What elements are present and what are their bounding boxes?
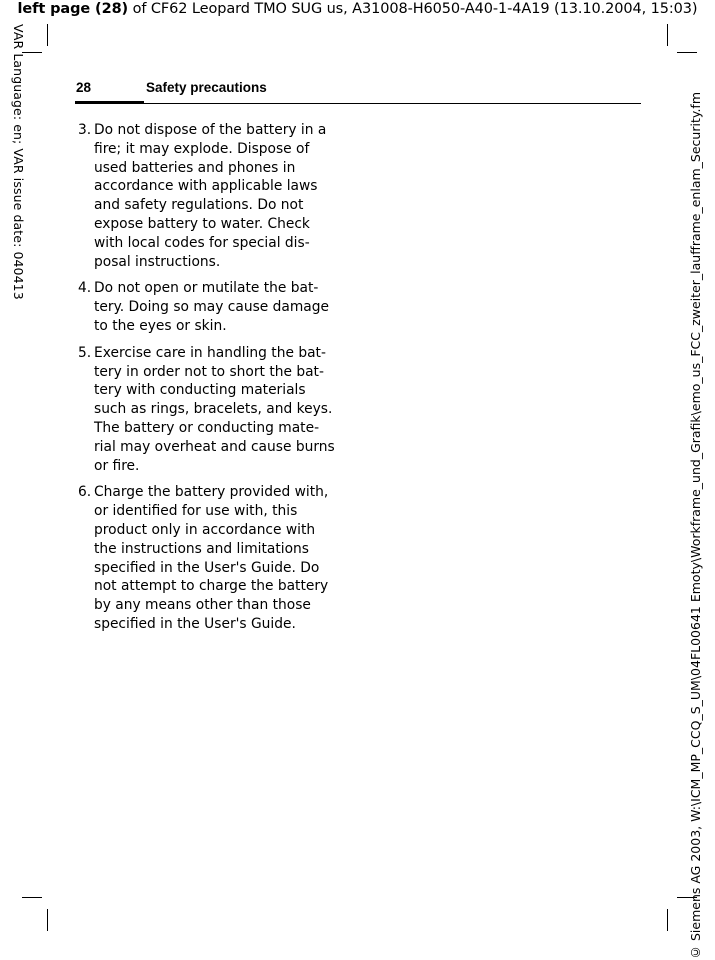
list-item [76, 483, 342, 633]
header-rule [75, 103, 641, 104]
step-text: Do not open or mutilate the bat- tery. Doing so may cause damage to the eyes or skin. [94, 280, 329, 334]
step-text: Do not dispose of the battery in a fire; it may explode. Dispose of used batteries and phones in accordance with applicable laws and safety regulations. Do not expose battery to water. Check with local codes for special dis- posal instructions. [94, 122, 327, 270]
step-number: 6. [78, 484, 92, 501]
crop-mark-bottom-right [667, 909, 668, 931]
list-item [76, 121, 342, 271]
print-header [0, 1, 715, 17]
section-title: Safety precautions [146, 80, 267, 95]
step-number: 3. [78, 122, 92, 138]
crop-mark-bottom-left [47, 909, 48, 931]
step-text: Exercise care in handling the bat- tery in order not to short the bat- tery with conducting materials such as rings, bracelets, and keys. The battery or conducting mate- rial may overheat and cause burns or fire. [94, 344, 335, 474]
print-header-page: left page (28) [17, 1, 129, 17]
step-number: 4. [78, 280, 92, 297]
side-language-note: VAR Language: en; VAR issue date: 040413 [11, 24, 26, 300]
page-number: 28 [76, 80, 92, 95]
safety-steps-list [76, 121, 342, 642]
crop-mark-top-right [667, 24, 668, 46]
print-header-info: of CF62 Leopard TMO SUG us, A31008-H6050-A40-1-4A19 (13.10.2004, 15:03) [128, 1, 698, 17]
list-item [76, 344, 342, 476]
list-item [76, 279, 342, 335]
step-text: Charge the battery provided with, or identified for use with, this product only in accordance with the instructions and limitations specified in the User's Guide. Do not attempt to charge the battery by any means other than those specified in the User's Guide. [94, 484, 329, 632]
crop-mark-bottom-left-h [22, 897, 42, 898]
side-file-path: © Siemens AG 2003, W:\ICM_MP_CCQ_S_UM\04FL00641 Emoty\Workframe_und_Grafik\emo_us_FCC_zweiter_laufframe_enlam_Security.fm [688, 91, 703, 960]
crop-mark-top-left [47, 24, 48, 46]
step-number: 5. [78, 344, 92, 361]
